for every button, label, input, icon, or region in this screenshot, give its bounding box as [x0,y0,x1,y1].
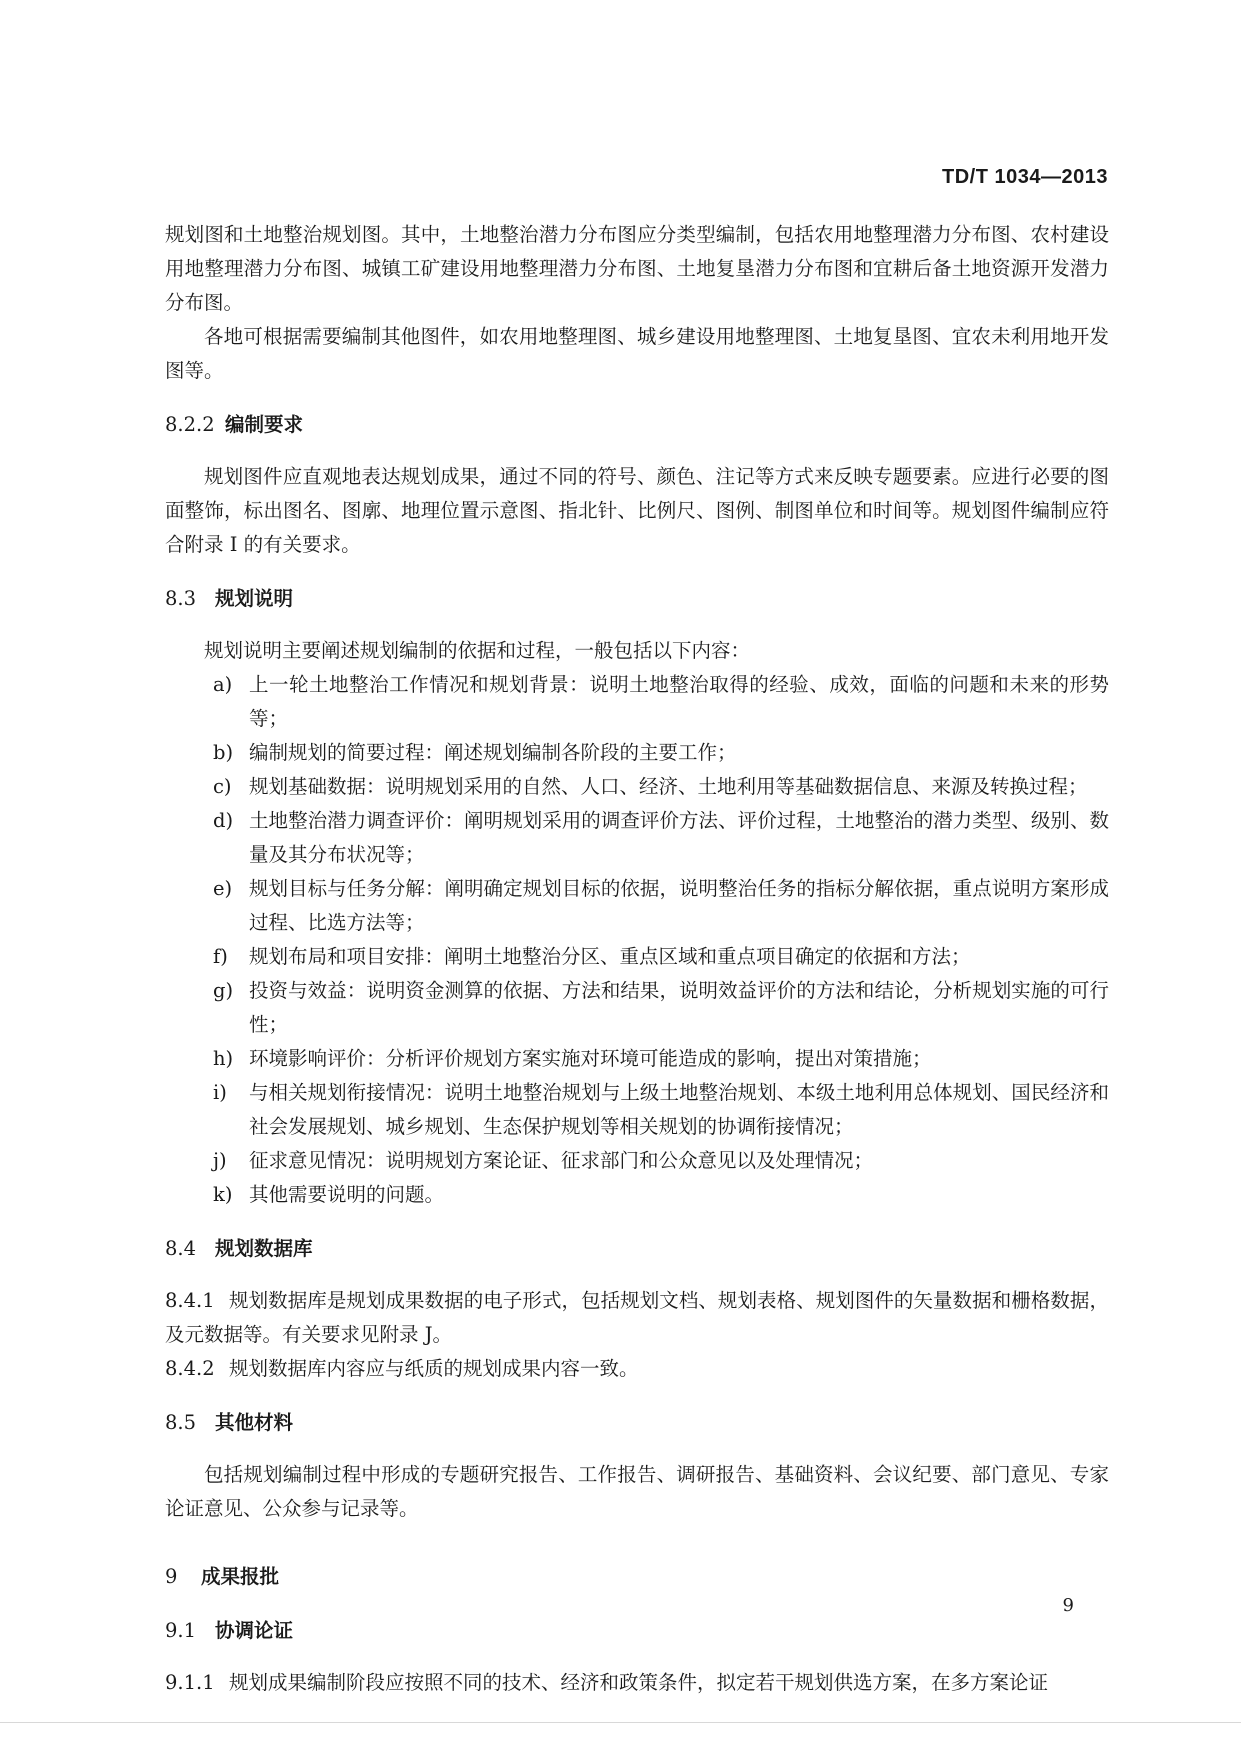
list-text: 征求意见情况：说明规划方案论证、征求部门和公众意见以及处理情况； [249,1149,874,1172]
list-item [165,804,1109,872]
page-content [165,218,1109,1700]
page-bottom-edge [0,1722,1241,1723]
section-number: 9.1 [165,1619,197,1642]
list-text: 与相关规划衔接情况：说明土地整治规划与上级土地整治规划、本级土地利用总体规划、国民经济和社会发展规划、城乡规划、生态保护规划等相关规划的协调衔接情况； [249,1081,1109,1138]
section-8-4-heading [165,1232,1109,1266]
list-text: 投资与效益：说明资金测算的依据、方法和结果，说明效益评价的方法和结论，分析规划实施的可行性； [249,979,1109,1036]
list-item [165,770,1109,804]
list-item [165,872,1109,940]
list-text: 其他需要说明的问题。 [249,1183,445,1206]
clause-text: 规划数据库是规划成果数据的电子形式，包括规划文档、规划表格、规划图件的矢量数据和栅格数据，及元数据等。有关要求见附录 J。 [165,1289,1109,1346]
clause-8-4-1 [165,1284,1109,1352]
clause-text: 规划成果编制阶段应按照不同的技术、经济和政策条件，拟定若干规划供选方案，在多方案论证 [229,1671,1049,1694]
section-number: 9 [165,1565,178,1588]
section-8-2-2-heading [165,408,1109,442]
clause-number: 9.1.1 [165,1671,215,1694]
list-item [165,940,1109,974]
list-item [165,736,1109,770]
intro-paragraph-2: 各地可根据需要编制其他图件，如农用地整理图、城乡建设用地整理图、土地复垦图、宜农未利用地开发图等。 [165,325,1109,382]
list-marker: j) [213,1149,227,1172]
section-number: 8.2.2 [165,413,215,436]
page-number: 9 [1062,1595,1074,1616]
list-marker: e) [213,877,233,900]
clause-number: 8.4.1 [165,1289,215,1312]
list-marker: c) [213,775,232,798]
list-marker: b) [213,741,234,764]
list-text: 规划目标与任务分解：阐明确定规划目标的依据，说明整治任务的指标分解依据，重点说明方案形成过程、比选方法等； [249,877,1109,934]
list-marker: f) [213,945,228,968]
list-marker: d) [213,809,234,832]
list-marker: a) [213,673,233,696]
list-text: 环境影响评价：分析评价规划方案实施对环境可能造成的影响，提出对策措施； [249,1047,932,1070]
list-item [165,974,1109,1042]
list-item [165,1178,1109,1212]
section-8-3-heading [165,582,1109,616]
section-8-5-paragraph: 包括规划编制过程中形成的专题研究报告、工作报告、调研报告、基础资料、会议纪要、部门意见、专家论证意见、公众参与记录等。 [165,1463,1109,1520]
clause-9-1-1 [165,1666,1109,1700]
section-8-2-2-paragraph: 规划图件应直观地表达规划成果，通过不同的符号、颜色、注记等方式来反映专题要素。应进行必要的图面整饰，标出图名、图廓、地理位置示意图、指北针、比例尺、图例、制图单位和时间等。规划图件编制应符合附录 I 的有关要求。 [165,465,1109,556]
list-item [165,1042,1109,1076]
section-title: 编制要求 [225,413,304,436]
list-marker: k) [213,1183,233,1206]
list-text: 规划基础数据：说明规划采用的自然、人口、经济、土地利用等基础数据信息、来源及转换过程； [249,775,1088,798]
clause-8-4-2 [165,1352,1109,1386]
list-marker: g) [213,979,234,1002]
list-item [165,1144,1109,1178]
section-title: 其他材料 [215,1411,294,1434]
section-title: 规划数据库 [215,1237,313,1260]
section-number: 8.4 [165,1237,197,1260]
list-text: 上一轮土地整治工作情况和规划背景：说明土地整治取得的经验、成效，面临的问题和未来的形势等； [249,673,1109,730]
section-9-heading [165,1560,1109,1594]
standard-code: TD/T 1034—2013 [942,166,1108,188]
list-text: 土地整治潜力调查评价：阐明规划采用的调查评价方法、评价过程，土地整治的潜力类型、级别、数量及其分布状况等； [249,809,1109,866]
list-marker: h) [213,1047,234,1070]
list-item [165,668,1109,736]
list-item [165,1076,1109,1144]
list-marker: i) [213,1081,227,1104]
section-9-1-heading [165,1614,1109,1648]
clause-text: 规划数据库内容应与纸质的规划成果内容一致。 [229,1357,639,1380]
section-title: 成果报批 [201,1565,280,1588]
section-8-5-heading [165,1406,1109,1440]
section-number: 8.3 [165,587,197,610]
section-8-3-list [165,668,1109,1212]
list-text: 编制规划的简要过程：阐述规划编制各阶段的主要工作； [249,741,737,764]
clause-number: 8.4.2 [165,1357,215,1380]
section-title: 规划说明 [215,587,294,610]
intro-paragraph-1: 规划图和土地整治规划图。其中，土地整治潜力分布图应分类型编制，包括农用地整理潜力分布图、农村建设用地整理潜力分布图、城镇工矿建设用地整理潜力分布图、土地复垦潜力分布图和宜耕后备土地资源开发潜力分布图。 [165,223,1109,314]
section-8-3-intro: 规划说明主要阐述规划编制的依据和过程，一般包括以下内容： [204,639,751,662]
list-text: 规划布局和项目安排：阐明土地整治分区、重点区域和重点项目确定的依据和方法； [249,945,971,968]
section-number: 8.5 [165,1411,197,1434]
section-title: 协调论证 [215,1619,294,1642]
